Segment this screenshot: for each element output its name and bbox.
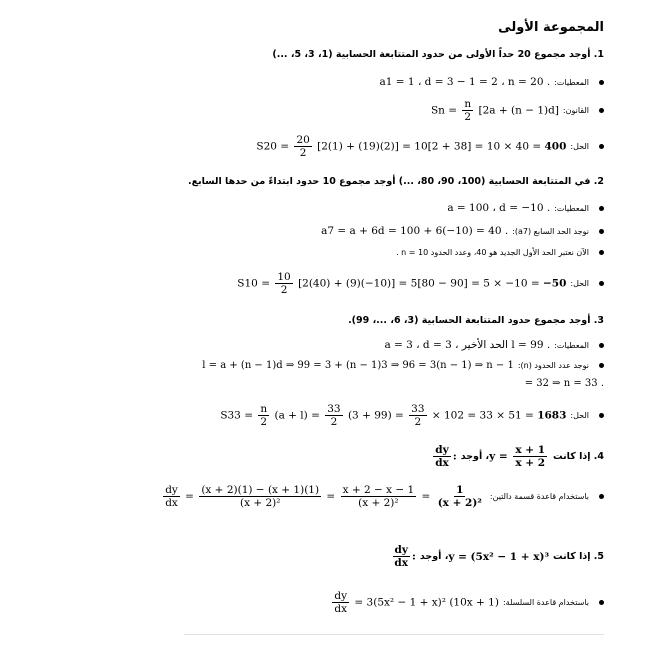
fraction-denominator: 2 (330, 416, 338, 429)
bullet-icon (599, 206, 604, 211)
bullet-icon (599, 80, 604, 85)
fraction-denominator: 2 (260, 416, 268, 429)
question-5 (390, 544, 604, 569)
givens-label: المعطيات: (554, 203, 589, 213)
fraction-denominator: 2 (299, 147, 307, 160)
solution-result: 400 (544, 140, 567, 153)
q2-givens (447, 202, 604, 214)
q3-count-line2: = 32 ⇒ n = 33 . (524, 378, 604, 389)
q3-count (202, 360, 604, 371)
q5-derivative: $\frac{dy}{dx}$ : (394, 544, 416, 570)
quotient-step-1 (199, 484, 321, 509)
q2-seventh-term (321, 225, 604, 237)
q3-solution-math (220, 403, 566, 428)
q4-prefix: 4. إذا كانت (553, 451, 604, 463)
q1-law (431, 98, 604, 123)
bullet-icon (599, 281, 604, 286)
q2-note (392, 248, 604, 257)
derivative-fraction (332, 590, 349, 615)
solution-mid-2: (3 + 99) = (347, 409, 404, 422)
q2-note-text: الآن نعتبر الحد الأول الجديد هو 40، وعدد الحدود n = 10 . (396, 248, 589, 257)
solution-label: الحل: (570, 279, 589, 289)
solution-mid: (a + l) = (274, 409, 320, 422)
bullet-icon (599, 413, 604, 418)
q4-y-fraction (513, 444, 547, 469)
q5-solution (330, 590, 604, 615)
solution-rhs: [2(1) + (19)(2)] = 10[2 + 38] = 10 × 40 = (317, 140, 542, 153)
givens-label: المعطيات: (554, 340, 589, 350)
law-fraction (462, 98, 473, 123)
fraction-numerator: 20 (296, 134, 310, 146)
fraction-numerator: x + 1 (515, 444, 546, 456)
method-label: باستخدام قاعدة قسمة دالتين: (489, 492, 589, 502)
q4-solution-math: $\frac{dy}{dx}$ = $\frac{(x + 2)(1) - (x + 1)(1)}{\text{(x + 2)²}}$ = $\frac{x + 2 - x - 1}{\text{(x + 2)²}}$ = $\frac{1}{\text{(x + 2)²}}$ (165, 484, 482, 510)
q5-find: ، أوجد (419, 551, 449, 563)
seventh-term-label: نوجد الحد السابع (a7): (512, 226, 589, 236)
q1-solution (256, 134, 604, 159)
q2-givens-math: a = 100 ، d = −10 . (447, 202, 551, 214)
derivative-fraction (392, 544, 410, 569)
bullet-icon (599, 600, 604, 605)
question-4 (431, 444, 604, 469)
q5-prefix: 5. إذا كانت (553, 551, 604, 563)
solution-fraction-1 (258, 403, 269, 428)
fraction-numerator: n (464, 98, 472, 110)
fraction-numerator: 10 (277, 271, 291, 283)
bullet-icon (599, 343, 604, 348)
bullet-icon (599, 144, 604, 149)
q4-solution (161, 484, 604, 509)
q1-givens (380, 76, 604, 88)
q3-solution (220, 403, 604, 428)
fraction-numerator: 1 (456, 484, 464, 496)
fraction-numerator: 33 (327, 403, 341, 415)
solution-result: −50 (543, 277, 567, 290)
derivative-fraction (163, 484, 180, 509)
fraction-denominator: (x + 2)² (239, 497, 281, 510)
fraction-numerator: (x + 2)(1) − (x + 1)(1) (201, 484, 320, 496)
section-title: المجموعة الأولى (498, 20, 604, 35)
question-1: 1. أوجد مجموع 20 حداً الأولى من حدود المتتابعة الحسابية (1، 3، 5، ...) (272, 49, 604, 60)
quotient-result (436, 484, 484, 509)
solution-lhs: S33 = (220, 409, 254, 422)
count-label: نوجد عدد الحدود (n): (517, 361, 589, 370)
q3-givens (384, 339, 604, 351)
q5-rhs: = 3(5x² − 1 + x)² (10x + 1) (354, 596, 499, 609)
fraction-numerator: x + 2 − x − 1 (342, 484, 415, 496)
fraction-denominator: 2 (464, 111, 472, 124)
bullet-icon (599, 108, 604, 113)
law-lhs: Sn = (430, 104, 458, 117)
solution-fraction-3 (409, 403, 426, 428)
q5-function: y = (5x² − 1 + x)³ (448, 550, 550, 563)
law-label: القانون: (562, 106, 589, 116)
q4-find: ، أوجد (460, 451, 490, 463)
solution-lhs: S20 = (256, 140, 290, 153)
solution-label: الحل: (570, 142, 589, 152)
q1-givens-math: a1 = 1 ، d = 3 − 1 = 2 ، n = 20 . (379, 76, 551, 88)
q2-seventh-math: a7 = a + 6d = 100 + 6(−10) = 40 . (321, 225, 509, 237)
fraction-numerator: 33 (411, 403, 425, 415)
fraction-denominator: (x + 2)² (437, 497, 482, 510)
fraction-denominator: dx (394, 557, 409, 570)
fraction-numerator: dy (165, 484, 178, 496)
solution-result: 1683 (537, 409, 567, 422)
q4-function (489, 444, 549, 469)
question-2: 2. في المتتابعة الحسابية (100، 90، 80، ...) أوجد مجموع 10 حدود ابتداءً من حدها السابع. (187, 176, 604, 187)
q5-solution-math (330, 590, 499, 615)
solution-lhs: S10 = (237, 277, 270, 290)
method-label: باستخدام قاعدة السلسلة: (502, 598, 589, 608)
fraction-denominator: 2 (280, 284, 288, 297)
q3-givens-math: a = 3 ، d = 3 ، الحد الأخير l = 99 . (384, 339, 551, 351)
fraction-denominator: (x + 2)² (358, 497, 399, 510)
solution-fraction-2 (325, 403, 342, 428)
fraction-denominator: x + 2 (515, 457, 546, 470)
q1-solution-math (256, 134, 566, 159)
solution-fraction (294, 134, 311, 159)
q1-law-math (431, 98, 559, 123)
bullet-icon (599, 363, 604, 368)
fraction-numerator: n (260, 403, 268, 415)
fraction-numerator: dy (334, 590, 348, 602)
fraction-denominator: dx (334, 603, 348, 616)
fraction-numerator: dy (394, 544, 408, 556)
law-rhs: [2a + (n − 1)d] (478, 104, 559, 117)
derivative-fraction (433, 444, 451, 469)
q2-solution-math (237, 271, 566, 296)
fraction-denominator: dx (165, 497, 178, 510)
givens-label: المعطيات: (554, 77, 589, 87)
fraction-denominator: 2 (414, 416, 422, 429)
q4-derivative: $\frac{dy}{dx}$ : (435, 444, 457, 470)
bullet-icon (599, 250, 604, 255)
question-3: 3. أوجد مجموع حدود المتتابعة الحسابية (3، 6، ...، 99). (348, 315, 604, 326)
solution-label: الحل: (570, 411, 589, 421)
bottom-divider (184, 634, 604, 635)
bullet-icon (599, 494, 604, 499)
solution-rhs: × 102 = 33 × 51 = (431, 409, 534, 422)
q2-solution (237, 271, 604, 296)
fraction-denominator: dx (435, 457, 449, 470)
solution-rhs: [2(40) + (9)(−10)] = 5[80 − 90] = 5 × −10 = (298, 277, 540, 290)
q3-count-math: l = a + (n − 1)d ⇒ 99 = 3 + (n − 1)3 ⇒ 96 = 3(n − 1) ⇒ n − 1 (202, 360, 514, 371)
quotient-step-2 (341, 484, 417, 509)
fraction-numerator: dy (435, 444, 449, 456)
q4-y-eq: y = (489, 450, 508, 463)
bullet-icon (599, 229, 604, 234)
solution-fraction (275, 271, 292, 296)
